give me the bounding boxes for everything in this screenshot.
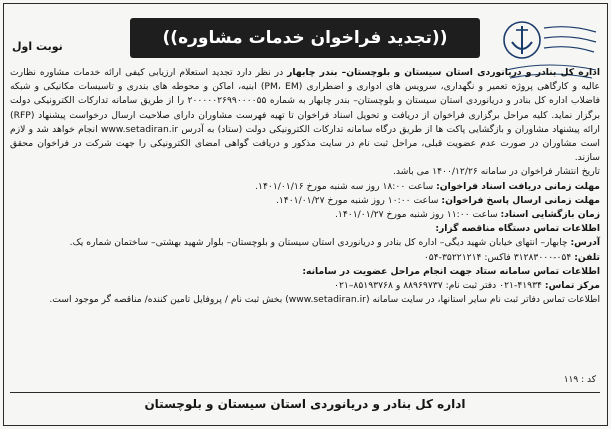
deadline-label: مهلت زمانی دریافت اسناد فراخوان: [436,180,600,192]
setad-info: اطلاعات تماس دفاتر ثبت نام سایر استانها، در سایت سامانه (www.setadiran.ir) بخش ثبت نام / پروفایل تامین کننده/ مناقصه گر موجود است. [49,294,600,306]
deadline-label: زمان بازگشایی اسناد: [500,209,600,221]
address-row [10,236,600,250]
setad-heading: اطلاعات تماس سامانه ستاد جهت انجام مراحل عضویت در سامانه: [302,265,600,277]
deadline-row [10,194,600,208]
call-center-row [10,279,600,293]
intro-paragraph [10,66,600,165]
address-value: چابهار– انتهای خیابان شهید دیگی– اداره کل بنادر و دریانوردی استان سیستان و بلوچستان– بلوار شهید بهشتی– ساختمان شماره یک. [69,237,568,249]
deadline-value: ساعت ۱۸:۰۰ روز سه شنبه مورخ ۱۴۰۱/۰۱/۱۶. [255,180,434,192]
edition-label: نوبت اول [12,40,63,53]
call-center-value: ۴۱۹۳۴-۰۲۱ دفتر ثبت نام: ۸۸۹۶۹۷۳۷ و ۸۵۱۹۳۷۶۸–۰۲۱ [334,280,542,292]
deadline-row [10,180,600,194]
phone-label: تلفن: [574,251,600,263]
contact-heading: اطلاعات تماس دستگاه مناقصه گزار: [435,223,600,235]
org-lead: اداره کل بنادر و دریانوردی استان سیستان و بلوچستان– بندر چابهار [287,67,601,78]
publish-date: تاریخ انتشار فراخوان در سامانه ۱۴۰۰/۱۲/۲۶ می باشد. [392,166,600,178]
notice-title: ((تجدید فراخوان خدمات مشاوره)) [130,18,480,58]
footer-org: اداره کل بنادر و دریانوردی استان سیستان و بلوچستان [144,397,466,411]
deadline-value: ساعت ۱۱:۰۰ روز شنبه مورخ ۱۴۰۱/۰۱/۲۷. [335,209,498,221]
call-center-label: مرکز تماس: [544,280,600,292]
phone-row [10,251,600,265]
deadline-label: مهلت زمانی ارسال پاسخ فراخوان: [441,194,600,206]
deadline-row [10,208,600,222]
footer [10,375,600,421]
deadline-value: ساعت ۱۰:۰۰ روز شنبه مورخ ۱۴۰۱/۰۱/۲۷. [275,194,439,206]
notice-body [10,66,600,307]
phone-value: ۰۵۴-۳۱۲۸۳۰۰۰ فاکس: ۳۵۲۲۱۲۱۴-۰۵۴ [423,251,572,263]
address-label: آدرس: [570,237,600,249]
intro-text: در نظر دارد تجدید استعلام ارزیابی کیفی ارائه خدمات مشاوره نظارت عالیه و کارگاهی پروژه تعمیر و نگهداری، سرویس های ادواری و اضطراری (PM، EM) ابنیه، اماکن و محوطه های بندری و تاسیسات مکانیکی و شبکه فاضلاب اداره کل بنادر و دریانوردی استان سیستان و بلوچستان– بندر چابهار به شماره ۲۰۰۰۰۰۲۶۹۹۰۰۰۰۵۵ را از طریق سامانه تدارکات الکترونیکی دولت برگزار نماید. کلیه مراحل برگزاری فراخوان از دریافت و تحویل اسناد فراخوان تا تهیه فهرست مشاوران دارای صلاحیت ارسال درخواست پیشنهاد (RFP) ارائه پیشنهاد مشاوران و بازگشایی پاکت ها از طریق درگاه سامانه تدارکات الکترونیکی دولت (ستاد) به آدرس www.setadiran.ir انجام خواهد شد و لازم است مشاوران در صورت عدم عضویت قبلی، مراحل ثبت نام در سایت مذکور و دریافت گواهی امضای الکترونیکی را جهت شرکت در فراخوان محقق سازند. [10,67,600,164]
notice-code: کد : ۱۱۹ [563,375,596,385]
